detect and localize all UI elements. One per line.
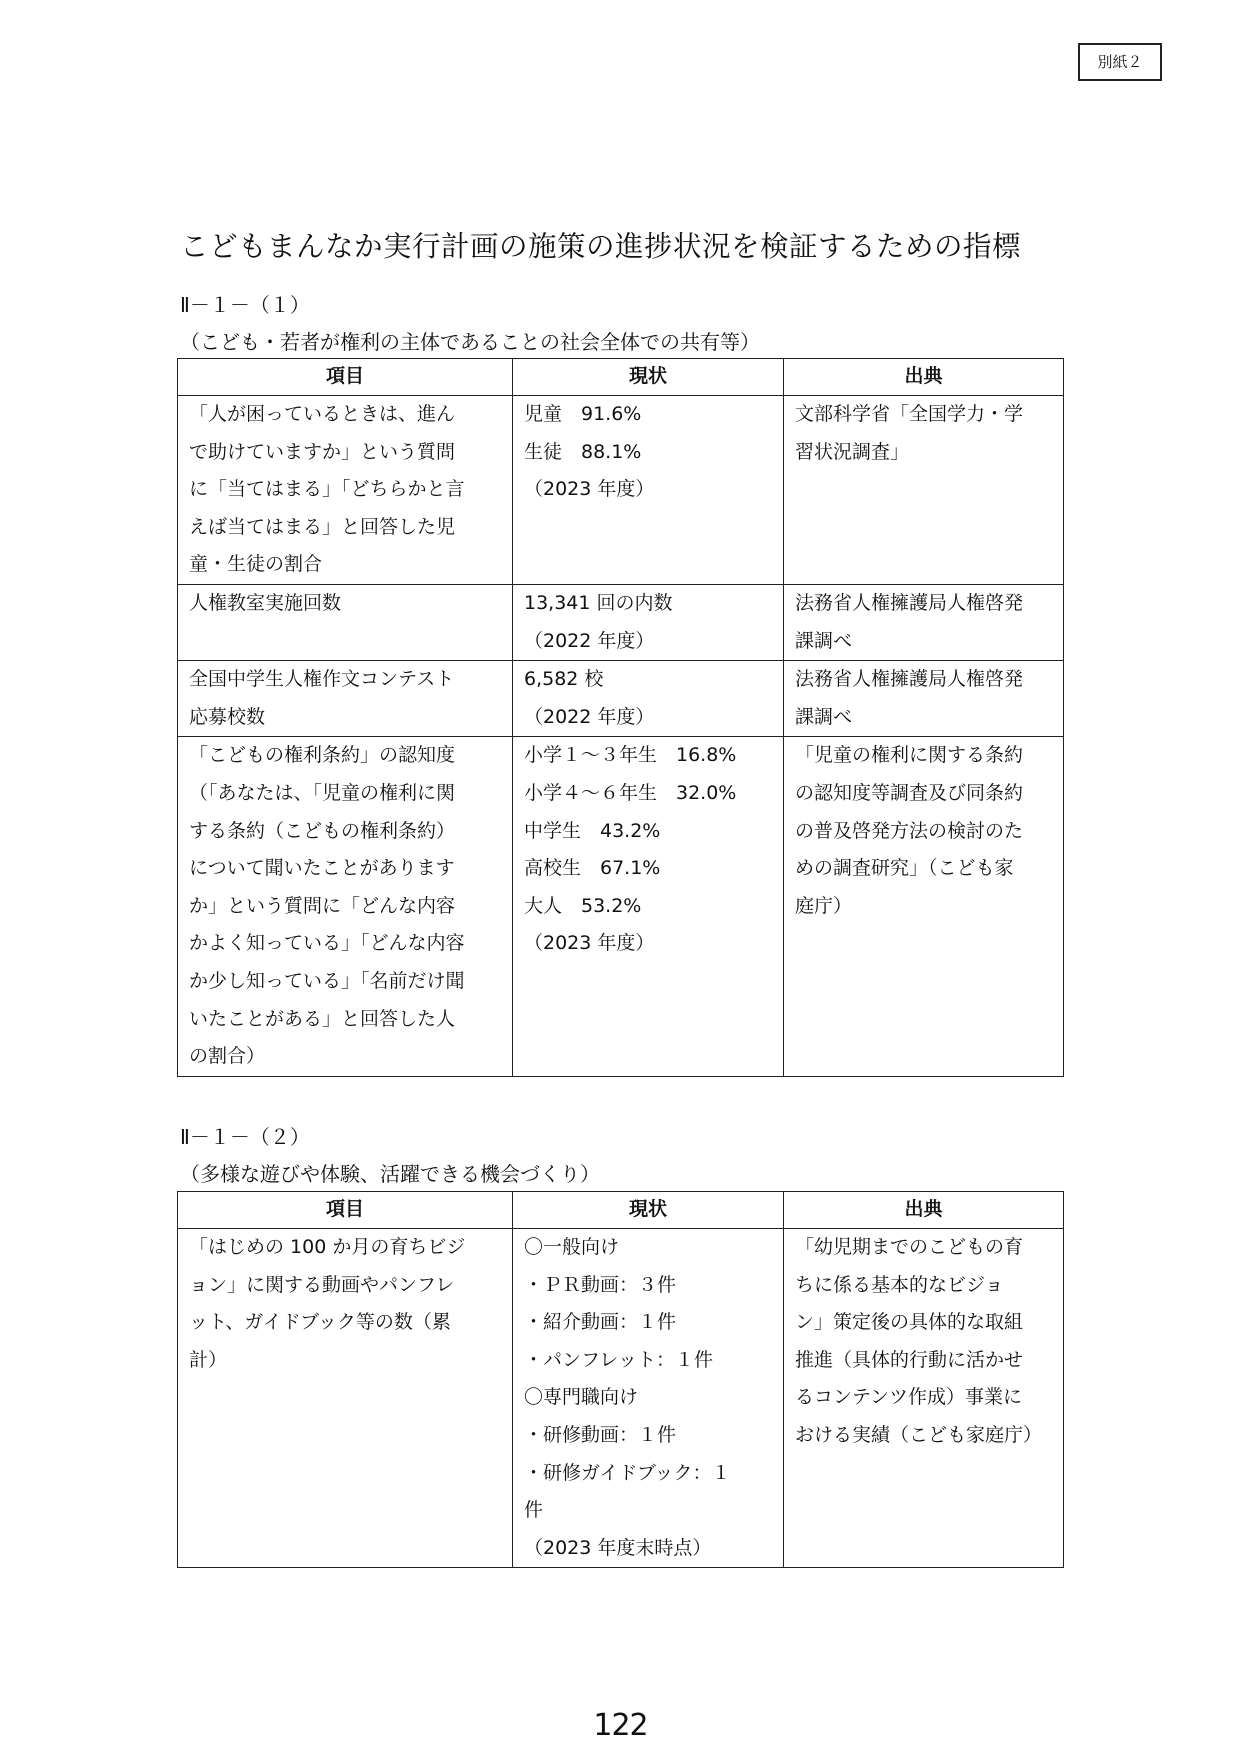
- cell-text-line: か」という質問に「どんな内容: [189, 894, 456, 917]
- document-title: こどもまんなか実行計画の施策の進捗状況を検証するための指標: [180, 230, 1022, 263]
- header-source: 出典: [784, 1192, 1064, 1229]
- indicator-table: [177, 1191, 1064, 1568]
- cell-text-line: 法務省人権擁護局人権啓発: [795, 591, 1024, 614]
- cell-text-line: （2022 年度）: [524, 705, 655, 728]
- cell-item: [178, 396, 513, 585]
- header-item: 項目: [178, 1192, 513, 1229]
- cell-status: [513, 661, 784, 737]
- section-subtitle: （多様な遊びや体験、活躍できる機会づくり）: [180, 1162, 600, 1186]
- cell-text-line: （「あなたは、「児童の権利に関: [189, 781, 456, 804]
- cell-source: [784, 396, 1064, 585]
- cell-text-line: （2023 年度末時点）: [524, 1536, 712, 1559]
- cell-item: [178, 584, 513, 660]
- cell-source: [784, 737, 1064, 1076]
- cell-text-line: 件: [524, 1499, 544, 1522]
- cell-text-line: ット、ガイドブック等の数（累: [189, 1311, 451, 1334]
- cell-text-line: 生徒 88.1%: [524, 440, 642, 463]
- cell-text-line: 人権教室実施回数: [189, 591, 342, 614]
- cell-text-line: 課調べ: [795, 705, 853, 728]
- cell-text-line: 6,582 校: [524, 668, 604, 691]
- cell-text-line: 推進（具体的行動に活かせ: [795, 1348, 1024, 1371]
- table-row: [178, 396, 1064, 585]
- cell-status: [513, 396, 784, 585]
- cell-item: [178, 737, 513, 1076]
- cell-text-line: かよく知っている」「どんな内容: [189, 932, 465, 955]
- page-number: 122: [593, 1708, 648, 1743]
- table-header-row: [178, 1192, 1064, 1229]
- cell-text-line: ・紹介動画：１件: [524, 1311, 677, 1334]
- cell-status: [513, 1229, 784, 1568]
- cell-text-line: について聞いたことがあります: [189, 857, 455, 880]
- cell-text-line: 「こどもの権利条約」の認知度: [189, 744, 456, 767]
- indicator-table: [177, 358, 1064, 1077]
- cell-item: [178, 1229, 513, 1568]
- cell-status: [513, 737, 784, 1076]
- cell-text-line: ン」策定後の具体的な取組: [795, 1311, 1024, 1334]
- cell-text-line: えば当てはまる」と回答した児: [189, 515, 456, 538]
- table-row: [178, 661, 1064, 737]
- header-status: 現状: [513, 1192, 784, 1229]
- cell-text-line: で助けていますか」という質問: [189, 440, 456, 463]
- cell-text-line: 「幼児期までのこどもの育: [795, 1236, 1024, 1258]
- cell-text-line: （2023 年度）: [524, 478, 655, 501]
- cell-text-line: （2023 年度）: [524, 932, 655, 955]
- cell-text-line: おける実績（こども家庭庁）: [795, 1423, 1043, 1446]
- section-number: Ⅱ－１－（１）: [180, 293, 310, 317]
- cell-text-line: ・パンフレット：１件: [524, 1348, 714, 1371]
- cell-text-line: 小学４～６年生 32.0%: [524, 781, 737, 804]
- cell-text-line: 習状況調査」: [795, 440, 910, 463]
- table-header-row: [178, 359, 1064, 396]
- cell-text-line: に「当てはまる」「どちらかと言: [189, 478, 465, 501]
- cell-text-line: 応募校数: [189, 705, 266, 728]
- cell-text-line: 中学生 43.2%: [524, 819, 661, 842]
- cell-item: [178, 661, 513, 737]
- cell-text-line: 児童 91.6%: [524, 403, 642, 425]
- header-source: 出典: [784, 359, 1064, 396]
- cell-text-line: 文部科学省「全国学力・学: [795, 403, 1024, 425]
- cell-text-line: ちに係る基本的なビジョ: [795, 1273, 1004, 1296]
- cell-text-line: の割合）: [189, 1045, 266, 1068]
- cell-text-line: 小学１～３年生 16.8%: [524, 744, 737, 767]
- cell-text-line: ・研修動画：１件: [524, 1423, 677, 1446]
- cell-text-line: 「人が困っているときは、進ん: [189, 403, 456, 425]
- cell-text-line: の認知度等調査及び同条約: [795, 781, 1024, 804]
- cell-text-line: めの調査研究」（こども家: [795, 857, 1014, 880]
- cell-text-line: 庭庁）: [795, 894, 853, 917]
- header-status: 現状: [513, 359, 784, 396]
- table-row: [178, 1229, 1064, 1568]
- cell-text-line: るコンテンツ作成）事業に: [795, 1386, 1023, 1409]
- attachment-label: 別紙２: [1078, 43, 1162, 81]
- cell-text-line: 計）: [189, 1348, 228, 1371]
- cell-text-line: 高校生 67.1%: [524, 857, 661, 880]
- cell-source: [784, 661, 1064, 737]
- cell-text-line: いたことがある」と回答した人: [189, 1007, 456, 1030]
- cell-text-line: 「はじめの 100 か月の育ちビジ: [189, 1236, 466, 1258]
- section-number: Ⅱ－１－（２）: [180, 1125, 310, 1149]
- cell-text-line: 「児童の権利に関する条約: [795, 744, 1024, 767]
- header-item: 項目: [178, 359, 513, 396]
- section-subtitle: （こども・若者が権利の主体であることの社会全体での共有等）: [180, 330, 760, 354]
- cell-text-line: 法務省人権擁護局人権啓発: [795, 668, 1024, 691]
- cell-text-line: する条約（こどもの権利条約）: [189, 819, 456, 842]
- table-body: [178, 396, 1064, 1077]
- cell-text-line: 全国中学生人権作文コンテスト: [189, 668, 455, 691]
- cell-text-line: 大人 53.2%: [524, 894, 642, 917]
- cell-text-line: 〇専門職向け: [524, 1386, 639, 1409]
- cell-text-line: 課調べ: [795, 629, 853, 652]
- table-row: [178, 584, 1064, 660]
- cell-text-line: 13,341 回の内数: [524, 591, 673, 614]
- table-row: [178, 737, 1064, 1076]
- cell-text-line: ョン」に関する動画やパンフレ: [189, 1273, 455, 1296]
- cell-text-line: 〇一般向け: [524, 1236, 620, 1258]
- cell-text-line: ・ＰＲ動画：３件: [524, 1273, 677, 1296]
- table-body: [178, 1229, 1064, 1568]
- cell-source: [784, 1229, 1064, 1568]
- cell-text-line: の普及啓発方法の検討のた: [795, 819, 1024, 842]
- cell-text-line: 童・生徒の割合: [189, 553, 323, 576]
- cell-text-line: か少し知っている」「名前だけ聞: [189, 969, 465, 992]
- cell-text-line: （2022 年度）: [524, 629, 655, 652]
- cell-source: [784, 584, 1064, 660]
- cell-text-line: ・研修ガイドブック：１: [524, 1461, 731, 1484]
- cell-status: [513, 584, 784, 660]
